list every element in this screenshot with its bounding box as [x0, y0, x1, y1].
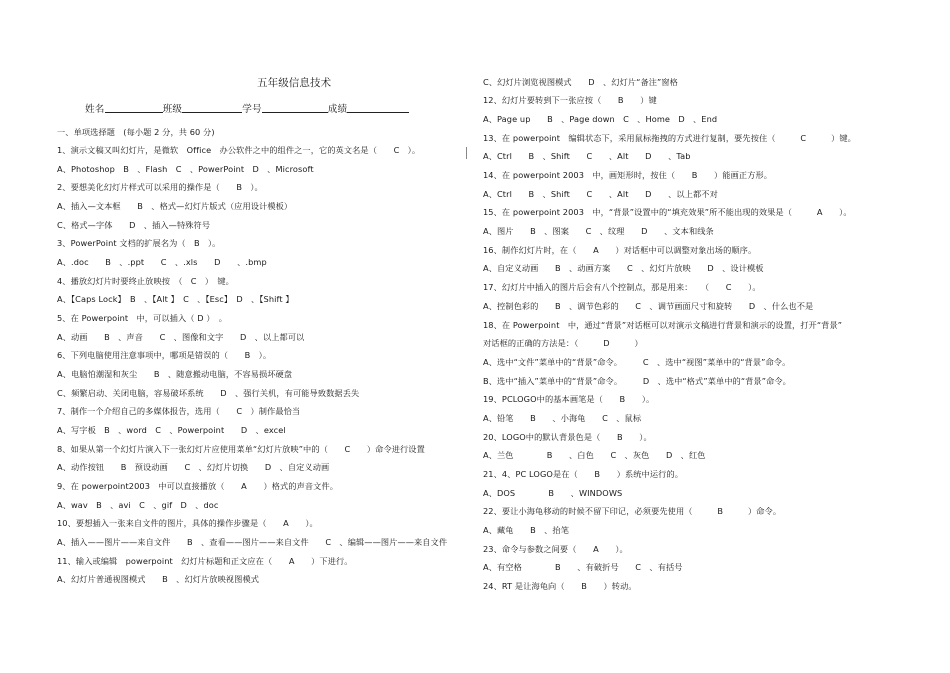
options-10: A、插入——图片——来自文件 B 、查看——图片——来自文件 C 、编辑——图片——来自文件	[57, 537, 448, 547]
options-14: A、Ctrl B 、Shift C 、Alt D 、以上都不对	[483, 189, 718, 199]
options-6a: A、电脑怕潮湿和灰尘 B 、随意搬动电脑，不容易损坏硬盘	[57, 369, 293, 379]
question-24: 24、RT 是让海龟向（ B ）转动。	[483, 581, 637, 591]
options-1: A、Photoshop B 、Flash C 、PowerPoint D 、Microsoft	[57, 164, 314, 174]
class-label: 班级	[162, 104, 183, 115]
question-21: 21、4、PC LOGO是在（ B ）系统中运行的。	[483, 469, 683, 479]
question-1: 1、演示文稿又叫幻灯片，是微软 Office 办公软件之中的组件之一，它的英文名是（ C ）。	[57, 145, 421, 155]
options-19: A、铅笔 B 、小海龟 C 、鼠标	[483, 413, 642, 423]
options-23: A、有空格 B 、有破折号 C 、有括号	[483, 562, 683, 572]
question-3: 3、PowerPoint 文档的扩展名为（ B ）。	[57, 238, 221, 248]
options-11a: A、幻灯片普通视图模式 B 、幻灯片放映视图模式	[57, 574, 260, 584]
question-11: 11、输入或编辑 powerpoint 幻灯片标题和正文应在（ A ）下进行。	[57, 556, 353, 566]
options-2b: C、格式—字体 D 、插入—特殊符号	[57, 220, 211, 230]
score-label: 成绩	[327, 104, 348, 115]
options-9: A、wav B 、avi C 、gif D 、doc	[57, 500, 219, 510]
options-5: A、动画 B 、声音 C 、图像和文字 D 、以上都可以	[57, 332, 305, 342]
options-21: A、DOS B 、WINDOWS	[483, 488, 623, 498]
options-22: A、藏龟 B 、抬笔	[483, 525, 570, 535]
options-15: A、图片 B 、图案 C 、纹理 D 、文本和线条	[483, 226, 714, 236]
question-19: 19、PCLOGO中的基本画笔是（ B ）。	[483, 394, 655, 404]
options-12: A、Page up B 、Page down C 、Home D 、End	[483, 114, 718, 124]
options-17: A、控制色彩的 B 、调节色彩的 C 、调节画面尺寸和旋转 D 、什么也不是	[483, 301, 814, 311]
options-13: A、Ctrl B 、Shift C 、Alt D 、Tab	[483, 151, 691, 161]
options-11b: C、幻灯片浏览视图模式 D 、幻灯片“备注”窗格	[483, 77, 678, 87]
question-6: 6、下列电脑使用注意事项中，哪项是错误的（ B ）。	[57, 350, 272, 360]
question-14: 14、在 powerpoint 2003 中，画矩形时，按住（ B ）能画正方形。	[483, 170, 773, 180]
page-title: 五年级信息技术	[257, 77, 332, 89]
options-20: A、兰色 B 、白色 C 、灰色 D 、红色	[483, 450, 706, 460]
question-15: 15、在 powerpoint 2003 中，“背景”设置中的“填充效果”所不能出现的效果是（ A ）。	[483, 207, 852, 217]
name-label: 姓名	[85, 104, 105, 115]
question-16: 16、制作幻灯片时，在（ A ）对话框中可以调整对象出场的顺序。	[483, 245, 757, 255]
question-12: 12、幻灯片要转到下一张应按（ B ）键	[483, 95, 657, 105]
question-9: 9、在 powerpoint2003 中可以直接播放（ A ）格式的声音文件。	[57, 481, 339, 491]
student-no-label: 学号	[242, 104, 262, 115]
options-8: A、动作按钮 B 预设动画 C 、幻灯片切换 D 、自定义动画	[57, 462, 330, 472]
question-22: 22、要让小海龟移动的时候不留下印记，必须要先使用（ B ）命令。	[483, 506, 782, 516]
question-10: 10、要想插入一张来自文件的图片，具体的操作步骤是（ A ）。	[57, 518, 318, 528]
class-blank	[182, 103, 242, 113]
options-6b: C、频繁启动、关闭电脑，容易破坏系统 D 、强行关机，有可能导致数据丢失	[57, 388, 360, 398]
question-5: 5、在 Powerpoint 中，可以插入（ D ） 。	[57, 313, 228, 323]
column-divider	[466, 147, 467, 159]
student-info-line	[85, 103, 409, 115]
student-no-blank	[262, 103, 328, 113]
question-18b: 对话框的正确的方法是：（ D ）	[483, 338, 643, 348]
question-2: 2、要想美化幻灯片样式可以采用的操作是（ B ）。	[57, 182, 263, 192]
question-4: 4、播放幻灯片时要终止放映按 （ C ） 键。	[57, 276, 234, 286]
options-2a: A、插入—文本框 B 、格式—幻灯片版式（应用设计模板）	[57, 201, 293, 211]
section-heading: 一、单项选择题 (每小题 2 分，共 60 分)	[57, 127, 215, 137]
question-8: 8、如果从第一个幻灯片演入下一张幻灯片应使用菜单“幻灯片放映”中的（ C ）命令进行设置	[57, 444, 425, 454]
question-23: 23、命令与参数之间要（ A ）。	[483, 544, 628, 554]
options-18a: A、选中“文件”菜单中的“背景”命令。 C 、选中“视图”菜单中的“背景”命令。	[483, 357, 791, 367]
question-7: 7、制作一个介绍自己的多媒体报告，选用（ C ）制作最恰当	[57, 406, 301, 416]
question-13: 13、在 powerpoint 编辑状态下，采用鼠标拖拽的方式进行复制，要先按住（ C ）键。	[483, 133, 856, 143]
question-20: 20、LOGO中的默认背景色是（ B ）。	[483, 432, 652, 442]
options-7: A、写字板 B 、word C 、Powerpoint D 、excel	[57, 425, 286, 435]
name-blank	[105, 103, 163, 113]
score-blank	[347, 103, 409, 113]
question-17: 17、幻灯片中插入的图片后会有八个控制点，那是用来： （ C ）。	[483, 282, 761, 292]
question-18a: 18、在 Powerpoint 中，通过“背景”对话框可以对演示文稿进行背景和演示的设置，打开“背景”	[483, 320, 843, 330]
options-18b: B、选中“插入”菜单中的“背景”命令。 D 、选中“格式”菜单中的“背景”命令。	[483, 376, 791, 386]
options-4: A、【Caps Lock】 B 、【Alt 】 C 、【Esc】 D 、【Shift 】	[57, 294, 294, 304]
options-3: A、.doc B 、.ppt C 、.xls D 、.bmp	[57, 257, 267, 267]
options-16: A、自定义动画 B 、动画方案 C 、幻灯片放映 D 、设计模板	[483, 263, 764, 273]
